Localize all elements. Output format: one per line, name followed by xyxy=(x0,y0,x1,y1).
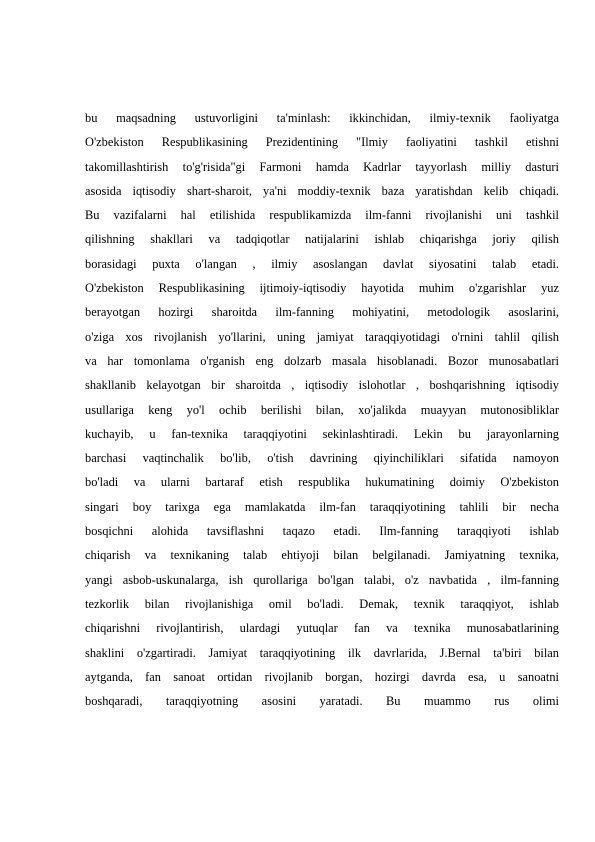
text-line: kuchayib, u fan-texnika taraqqiyotini sekinlashtiradi. Lekin bu jarayonlarning xyxy=(85,426,559,441)
text-line: va har tomonlama o'rganish eng dolzarb masala hisoblanadi. Bozor munosabatlari xyxy=(85,353,559,368)
text-line: asosida iqtisodiy shart-sharoit, ya'ni moddiy-texnik baza yaratishdan kelib chiqadi. xyxy=(85,183,559,198)
text-line: takomillashtirish to'g'risida"gi Farmoni hamda Kadrlar tayyorlash milliy dasturi xyxy=(85,159,559,174)
text-line: o'ziga xos rivojlanish yo'llarini, uning jamiyat taraqqiyotidagi o'rnini tahlil qilish xyxy=(85,329,559,344)
text-line: chiqarishni rivojlantirish, ulardagi yutuqlar fan va texnika munosabatlarining xyxy=(85,621,559,636)
text-line: borasidagi puxta o'langan , ilmiy asoslangan davlat siyosatini talab etadi. xyxy=(85,256,559,271)
text-line: shaklini o'zgartiradi. Jamiyat taraqqiyotining ilk davrlarida, J.Bernal ta'biri bilan xyxy=(85,645,559,660)
text-line: tezkorlik bilan rivojlanishiga omil bo'ladi. Demak, texnik taraqqiyot, ishlab xyxy=(85,596,559,611)
text-line: berayotgan hozirgi sharoitda ilm-fanning mohiyatini, metodologik asoslarini, xyxy=(85,305,559,320)
text-line: bo'ladi va ularni bartaraf etish respublika hukumatining doimiy O'zbekiston xyxy=(85,475,559,490)
text-line: yangi asbob-uskunalarga, ish qurollariga bo'lgan talabi, o'z navbatida , ilm-fanning xyxy=(85,572,559,587)
text-line: qilishning shakllari va tadqiqotlar natijalarini ishlab chiqarishga joriy qilish xyxy=(85,232,559,247)
text-line: chiqarish va texnikaning talab ehtiyoji bilan belgilanadi. Jamiyatning texnika, xyxy=(85,548,559,563)
text-line: barchasi vaqtinchalik bo'lib, o'tish davrining qiyinchiliklari sifatida namoyon xyxy=(85,451,559,466)
text-line: boshqaradi, taraqqiyotning asosini yaratadi. Bu muammo rus olimi xyxy=(85,694,559,709)
text-line: Bu vazifalarni hal etilishida respublikamizda ilm-fanni rivojlanishi uni tashkil xyxy=(85,208,559,223)
text-line: bosqichni alohida tavsiflashni taqazo etadi. Ilm-fanning taraqqiyoti ishlab xyxy=(85,524,559,539)
text-line: O'zbekiston Respublikasining ijtimoiy-iqtisodiy hayotida muhim o'zgarishlar yuz xyxy=(85,281,559,296)
body-text xyxy=(85,106,559,713)
text-line: aytganda, fan sanoat ortidan rivojlanib borgan, hozirgi davrda esa, u sanoatni xyxy=(85,669,559,684)
text-line: singari boy tarixga ega mamlakatda ilm-fan taraqqiyotining tahlili bir necha xyxy=(85,499,559,514)
text-line: shakllanib kelayotgan bir sharoitda , iqtisodiy islohotlar , boshqarishning iqtisodiy xyxy=(85,378,559,393)
text-line: O'zbekiston Respublikasining Prezidentining "Ilmiy faoliyatini tashkil etishni xyxy=(85,135,559,150)
text-line: bu maqsadning ustuvorligini ta'minlash: ikkinchidan, ilmiy-texnik faoliyatga xyxy=(85,111,559,125)
text-line: usullariga keng yo'l ochib berilishi bilan, xo'jalikda muayyan mutonosibliklar xyxy=(85,402,559,417)
